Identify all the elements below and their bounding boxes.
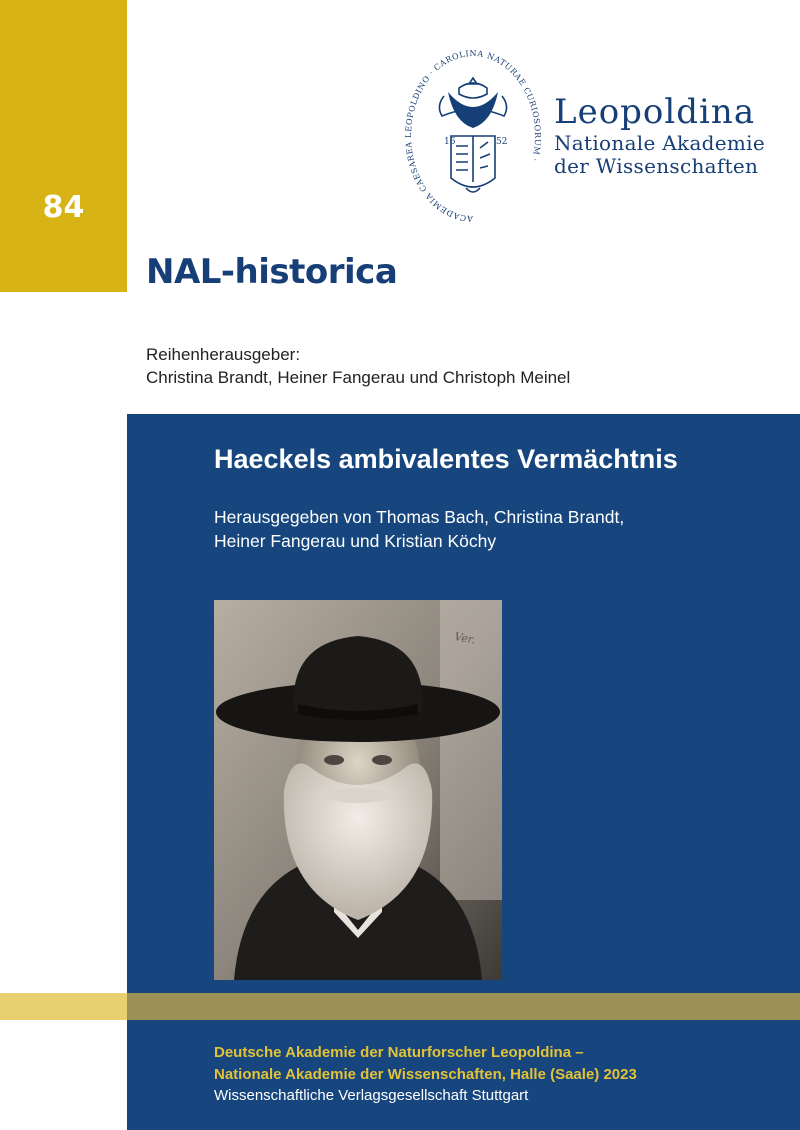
- publisher-line1: Deutsche Akademie der Naturforscher Leopoldina –: [214, 1044, 584, 1061]
- series-title: NAL-historica: [146, 252, 398, 292]
- logo-name: Leopoldina: [554, 92, 756, 132]
- seal-year-left: 16: [444, 137, 456, 147]
- series-editors-label: Reihenherausgeber:: [146, 345, 301, 364]
- accent-stripe-yellow: [0, 993, 127, 1020]
- series-number-tab: [0, 0, 127, 292]
- eagle-seal-icon: [404, 48, 542, 224]
- logo-subtitle-line2: der Wissenschaften: [554, 154, 759, 178]
- book-editors-line2: Heiner Fangerau und Kristian Köchy: [214, 531, 497, 551]
- logo-subtitle-line1: Nationale Akademie: [554, 131, 766, 155]
- series-editors: [146, 343, 570, 389]
- seal-year-right: 52: [496, 137, 508, 147]
- series-editors-names: Christina Brandt, Heiner Fangerau und Christoph Meinel: [146, 368, 571, 387]
- book-editors: [214, 505, 624, 553]
- seal-ring-text: ACADEMIA CAESAREA LEOPOLDINO · CAROLINA NATURAE CURIOSORUM ·: [404, 48, 542, 224]
- series-number: 84: [42, 190, 85, 225]
- book-title: Haeckels ambivalentes Vermächtnis: [214, 444, 678, 474]
- photo-signature: Ver.: [453, 630, 477, 647]
- publisher-block: [214, 1042, 637, 1107]
- publisher-line2: Nationale Akademie der Wissenschaften, Halle (Saale) 2023: [214, 1065, 637, 1083]
- leopoldina-wordmark: [554, 92, 765, 178]
- portrait-photo: [214, 600, 502, 980]
- book-editors-line1: Herausgegeben von Thomas Bach, Christina Brandt,: [214, 507, 625, 527]
- accent-stripe-gold: [127, 993, 800, 1020]
- publisher-line3: Wissenschaftliche Verlagsgesellschaft Stuttgart: [214, 1087, 529, 1104]
